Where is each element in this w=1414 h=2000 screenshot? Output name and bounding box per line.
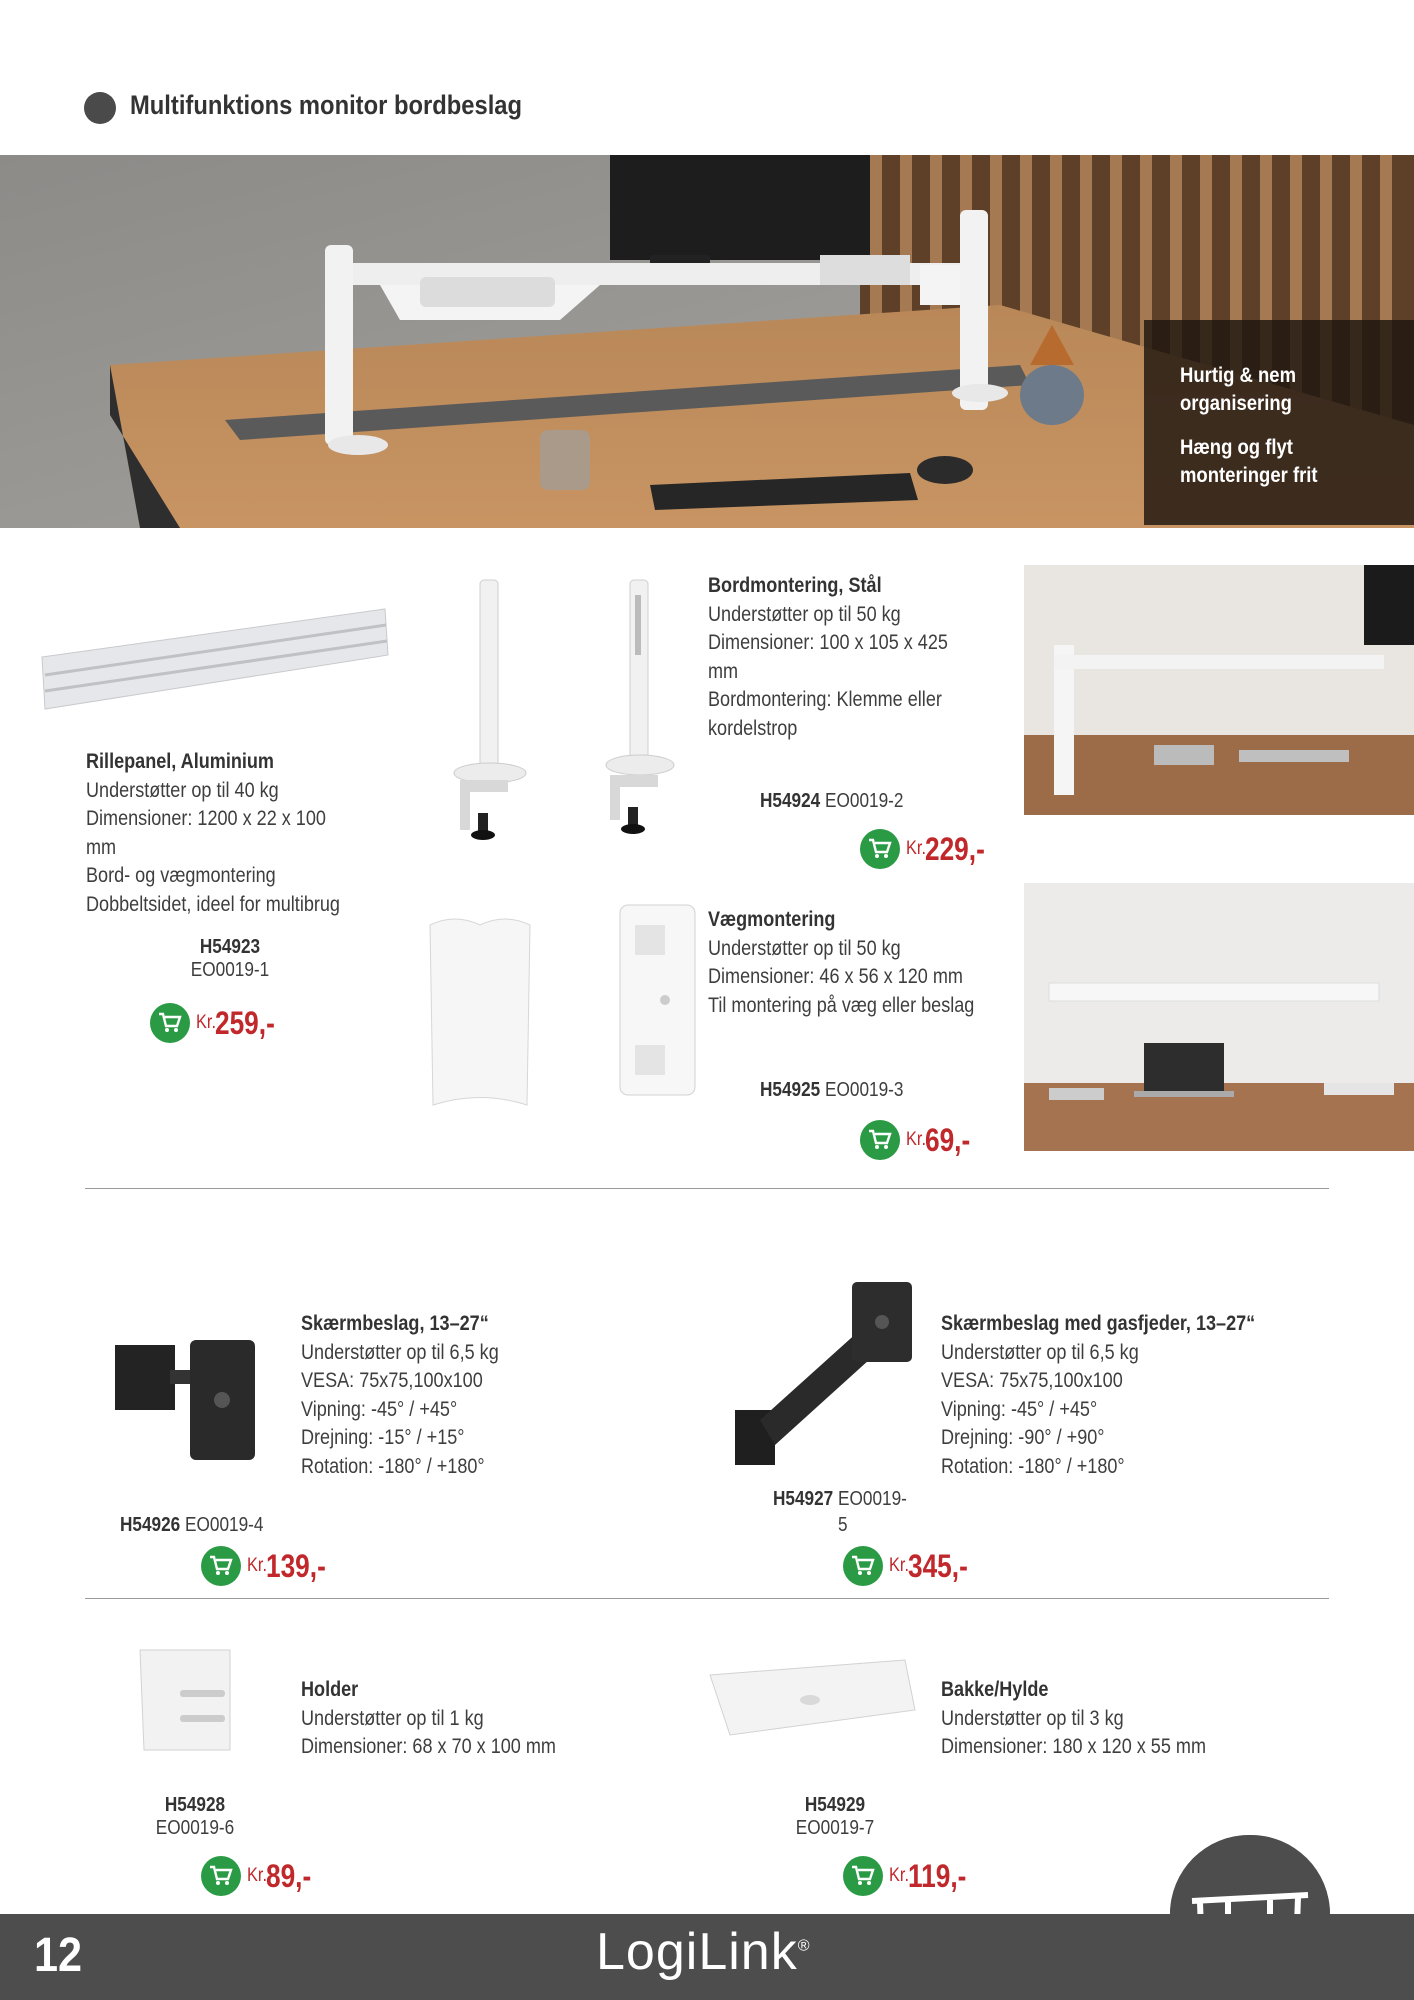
product-spec: Til montering på væg eller beslag <box>708 993 975 1017</box>
currency-label: Kr. <box>889 1555 909 1576</box>
product-spec: Rotation: -180° / +180° <box>941 1454 1125 1478</box>
product-title: Holder <box>301 1678 359 1701</box>
currency-label: Kr. <box>889 1865 909 1886</box>
product-spec: Drejning: -15° / +15° <box>301 1426 465 1449</box>
product-spec: Dimensioner: 1200 x 22 x 100 <box>86 807 326 830</box>
product-title: Bakke/Hylde <box>941 1678 1049 1701</box>
price-amount: 139,- <box>266 1547 327 1584</box>
product-code <box>773 1488 907 1511</box>
product-sku: H54924 <box>760 790 821 812</box>
product-spec: Dimensioner: 68 x 70 x 100 mm <box>301 1735 556 1758</box>
product-spec: Vipning: -45° / +45° <box>941 1397 1098 1421</box>
product-title: Bordmontering, Stål <box>708 574 882 597</box>
hero-caption-line: Hæng og flyt <box>1180 436 1293 459</box>
table-category-badge-top <box>1170 1835 1330 1914</box>
hero-caption-line: monteringer frit <box>1180 464 1318 487</box>
product-spec: Drejning: -90° / +90° <box>941 1426 1105 1449</box>
lifestyle-photo-wall <box>1024 883 1414 1151</box>
shopping-cart-icon[interactable] <box>150 1003 190 1043</box>
product-spec: Rotation: -180° / +180° <box>301 1454 485 1478</box>
shopping-cart-icon[interactable] <box>201 1856 241 1896</box>
price-amount: 69,- <box>925 1121 971 1158</box>
price-amount: 229,- <box>925 830 986 867</box>
product-article-number: EO0019-7 <box>795 1817 875 1839</box>
product-spec: kordelstrop <box>708 716 798 740</box>
hero-caption-box <box>1144 320 1414 525</box>
lifestyle-photo-desk <box>1024 565 1414 815</box>
shopping-cart-icon[interactable] <box>860 829 900 869</box>
product-sku: H54925 <box>760 1079 821 1101</box>
price-tag[interactable] <box>150 1003 288 1047</box>
monitor-bracket-image <box>110 1330 260 1470</box>
price-amount: 345,- <box>908 1547 969 1584</box>
section-divider <box>85 1598 1329 1599</box>
product-spec: Understøtter op til 40 kg <box>86 778 279 802</box>
brand-logo <box>596 1922 811 1982</box>
tray-shelf-image <box>705 1650 920 1740</box>
product-code <box>760 1079 903 1102</box>
product-code <box>760 790 903 813</box>
brand-name: LogiLink <box>596 1923 798 1981</box>
product-spec: Dobbeltsidet, ideel for multibrug <box>86 892 340 916</box>
currency-label: Kr. <box>247 1865 267 1886</box>
product-spec: Understøtter op til 1 kg <box>301 1706 484 1730</box>
product-article-number: EO0019-4 <box>185 1514 264 1536</box>
product-bakke-details <box>941 1676 1206 1762</box>
product-gasfjeder-details <box>941 1310 1255 1481</box>
product-spec: Understøtter op til 6,5 kg <box>941 1340 1139 1364</box>
currency-label: Kr. <box>247 1555 267 1576</box>
product-title: Vægmontering <box>708 908 836 931</box>
section-divider <box>85 1188 1329 1189</box>
price-amount: 259,- <box>215 1004 276 1041</box>
price-tag[interactable] <box>843 1546 981 1590</box>
product-spec: Understøtter op til 50 kg <box>708 602 901 626</box>
hero-caption-line: organisering <box>1180 392 1292 415</box>
product-spec: Dimensioner: 180 x 120 x 55 mm <box>941 1735 1207 1758</box>
price-amount: 89,- <box>266 1857 312 1894</box>
product-sku: H54928 <box>164 1794 226 1816</box>
product-bordmontering-details <box>708 572 948 743</box>
product-spec: Understøtter op til 6,5 kg <box>301 1340 499 1364</box>
product-code <box>144 936 316 982</box>
price-tag[interactable] <box>201 1856 321 1900</box>
product-rillepanel-details <box>86 748 340 919</box>
product-sku: H54929 <box>804 1794 866 1816</box>
price-tag[interactable] <box>860 829 998 873</box>
product-title: Skærmbeslag, 13–27“ <box>301 1312 489 1335</box>
currency-label: Kr. <box>906 1129 926 1150</box>
product-holder-details <box>301 1676 556 1762</box>
currency-label: Kr. <box>196 1012 216 1033</box>
price-amount: 119,- <box>908 1857 967 1894</box>
currency-label: Kr. <box>906 838 926 859</box>
aluminium-rail-image <box>40 605 390 715</box>
price-tag[interactable] <box>201 1546 339 1590</box>
shopping-cart-icon[interactable] <box>843 1546 883 1586</box>
section-bullet-icon <box>84 92 116 124</box>
table-icon <box>1170 1835 1330 1914</box>
product-article-number: EO0019-3 <box>825 1079 904 1101</box>
product-vaegmontering-details <box>708 906 974 1020</box>
product-spec: mm <box>708 659 739 683</box>
product-spec: VESA: 75x75,100x100 <box>941 1369 1123 1392</box>
product-article-number: EO0019-1 <box>190 959 270 981</box>
product-article-number: EO0019-2 <box>825 790 904 812</box>
holder-image <box>130 1635 240 1755</box>
product-spec: Understøtter op til 3 kg <box>941 1706 1124 1730</box>
product-sku: H54926 <box>120 1514 181 1536</box>
product-skaermbeslag-details <box>301 1310 499 1481</box>
product-spec: Dimensioner: 100 x 105 x 425 <box>708 631 948 654</box>
product-spec: Dimensioner: 46 x 56 x 120 mm <box>708 965 963 988</box>
product-article-number-continued: 5 <box>838 1514 848 1536</box>
registered-mark: ® <box>797 1937 811 1955</box>
product-sku: H54923 <box>199 936 261 958</box>
product-article-number: EO0019- <box>838 1488 907 1510</box>
product-spec: mm <box>86 835 117 859</box>
product-spec: Understøtter op til 50 kg <box>708 936 901 960</box>
product-spec: Vipning: -45° / +45° <box>301 1397 458 1421</box>
product-title: Skærmbeslag med gasfjeder, 13–27“ <box>941 1312 1256 1335</box>
product-code <box>120 1514 263 1537</box>
wall-mount-plate-image <box>610 900 710 1100</box>
desk-strap-mount-image <box>600 575 720 850</box>
price-tag[interactable] <box>843 1856 979 1900</box>
product-code <box>109 1794 281 1840</box>
product-article-number: EO0019-6 <box>155 1817 235 1839</box>
product-sku: H54927 <box>773 1488 834 1510</box>
product-code <box>749 1794 921 1840</box>
product-title: Rillepanel, Aluminium <box>86 750 274 773</box>
wall-mount-cover-image <box>415 915 545 1115</box>
shopping-cart-icon[interactable] <box>201 1546 241 1586</box>
section-title: Multifunktions monitor bordbeslag <box>130 90 523 120</box>
product-spec: Bord- og vægmontering <box>86 864 276 887</box>
desk-clamp-image <box>450 575 570 850</box>
shopping-cart-icon[interactable] <box>860 1120 900 1160</box>
price-tag[interactable] <box>860 1120 980 1164</box>
hero-caption-line: Hurtig & nem <box>1180 364 1297 387</box>
product-spec: Bordmontering: Klemme eller <box>708 688 942 711</box>
product-spec: VESA: 75x75,100x100 <box>301 1369 483 1392</box>
page-number: 12 <box>34 1929 83 1982</box>
gas-spring-arm-image <box>730 1280 920 1465</box>
shopping-cart-icon[interactable] <box>843 1856 883 1896</box>
